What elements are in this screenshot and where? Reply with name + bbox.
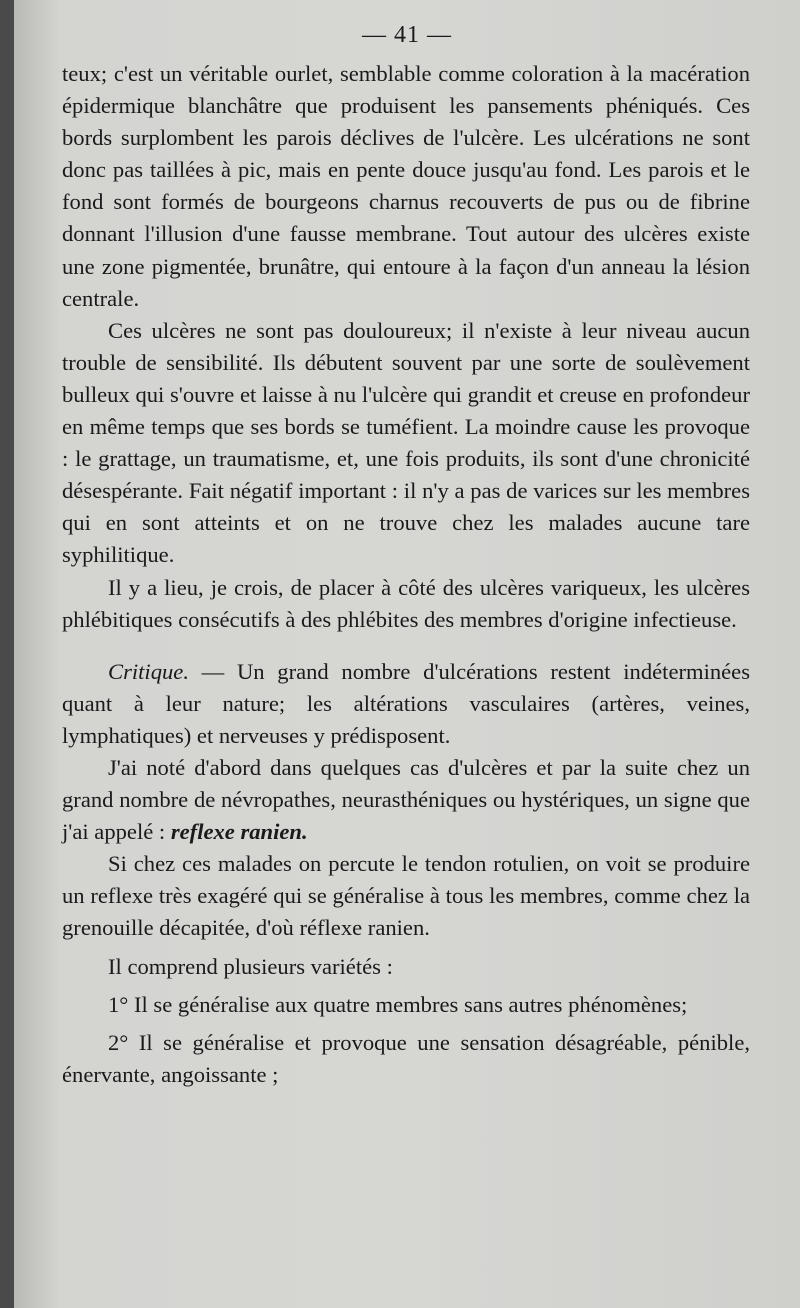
page-number: — 41 — <box>362 22 452 48</box>
page-body <box>62 58 750 1091</box>
paragraph-5 <box>62 752 750 848</box>
variety-2: 2° Il se généralise et provoque une sensation désagréable, pénible, énervante, angoissante ; <box>62 1029 750 1087</box>
critique-label: Critique. <box>108 658 189 684</box>
paragraph-critique <box>62 656 750 752</box>
paragraph-3: Il y a lieu, je crois, de placer à côté des ulcères variqueux, les ulcères phlébitiques consécutifs à des phlébites des membres d'origine infectieuse. <box>62 574 750 632</box>
book-page <box>14 0 800 1308</box>
critique-text: — Un grand nombre d'ulcérations restent indéterminées quant à leur nature; les altérations vasculaires (artères, veines, lymphatiques) et nerveuses y prédisposent. <box>62 658 750 748</box>
paragraph-1: teux; c'est un véritable ourlet, semblable comme coloration à la macération épidermique blanchâtre que produisent les pansements phéniqués. Ces bords surplombent les parois déclives de l'ulcère. Les ulcérations ne sont donc pas taillées à pic, mais en pente douce jusqu'au fond. Les parois et le fond sont formés de bourgeons charnus recouverts de pus ou de fibrine donnant l'illusion d'une fausse membrane. Tout autour des ulcères existe une zone pigmentée, brunâtre, qui entoure à la façon d'un anneau la lésion centrale. <box>62 61 750 311</box>
paragraph-7: Il comprend plusieurs variétés : <box>108 953 393 979</box>
paragraph-6: Si chez ces malades on percute le tendon rotulien, on voit se produire un reflexe très exagéré qui se généralise à tous les membres, comme chez la grenouille décapitée, d'où réflexe ranien. <box>62 851 750 941</box>
paragraph-5-text: J'ai noté d'abord dans quelques cas d'ulcères et par la suite chez un grand nombre de névropathes, neurasthéniques ou hystériques, un signe que j'ai appelé : <box>62 754 750 845</box>
paragraph-2: Ces ulcères ne sont pas douloureux; il n'existe à leur niveau aucun trouble de sensibilité. Ils débutent souvent par une sorte de soulèvement bulleux qui s'ouvre et laisse à nu l'ulcère qui grandit et creuse en profondeur en même temps que ses bords se tuméfient. La moindre cause les provoque : le grattage, un traumatisme, et, une fois produits, ils sont d'une chronicité désespérante. Fait négatif important : il n'y a pas de varices sur les membres qui en sont atteints et on ne trouve chez les malades aucune tare syphilitique. <box>62 317 750 568</box>
reflexe-ranien-term: reflexe ranien. <box>170 819 308 845</box>
variety-1: 1° Il se généralise aux quatre membres sans autres phénomènes; <box>108 991 688 1017</box>
